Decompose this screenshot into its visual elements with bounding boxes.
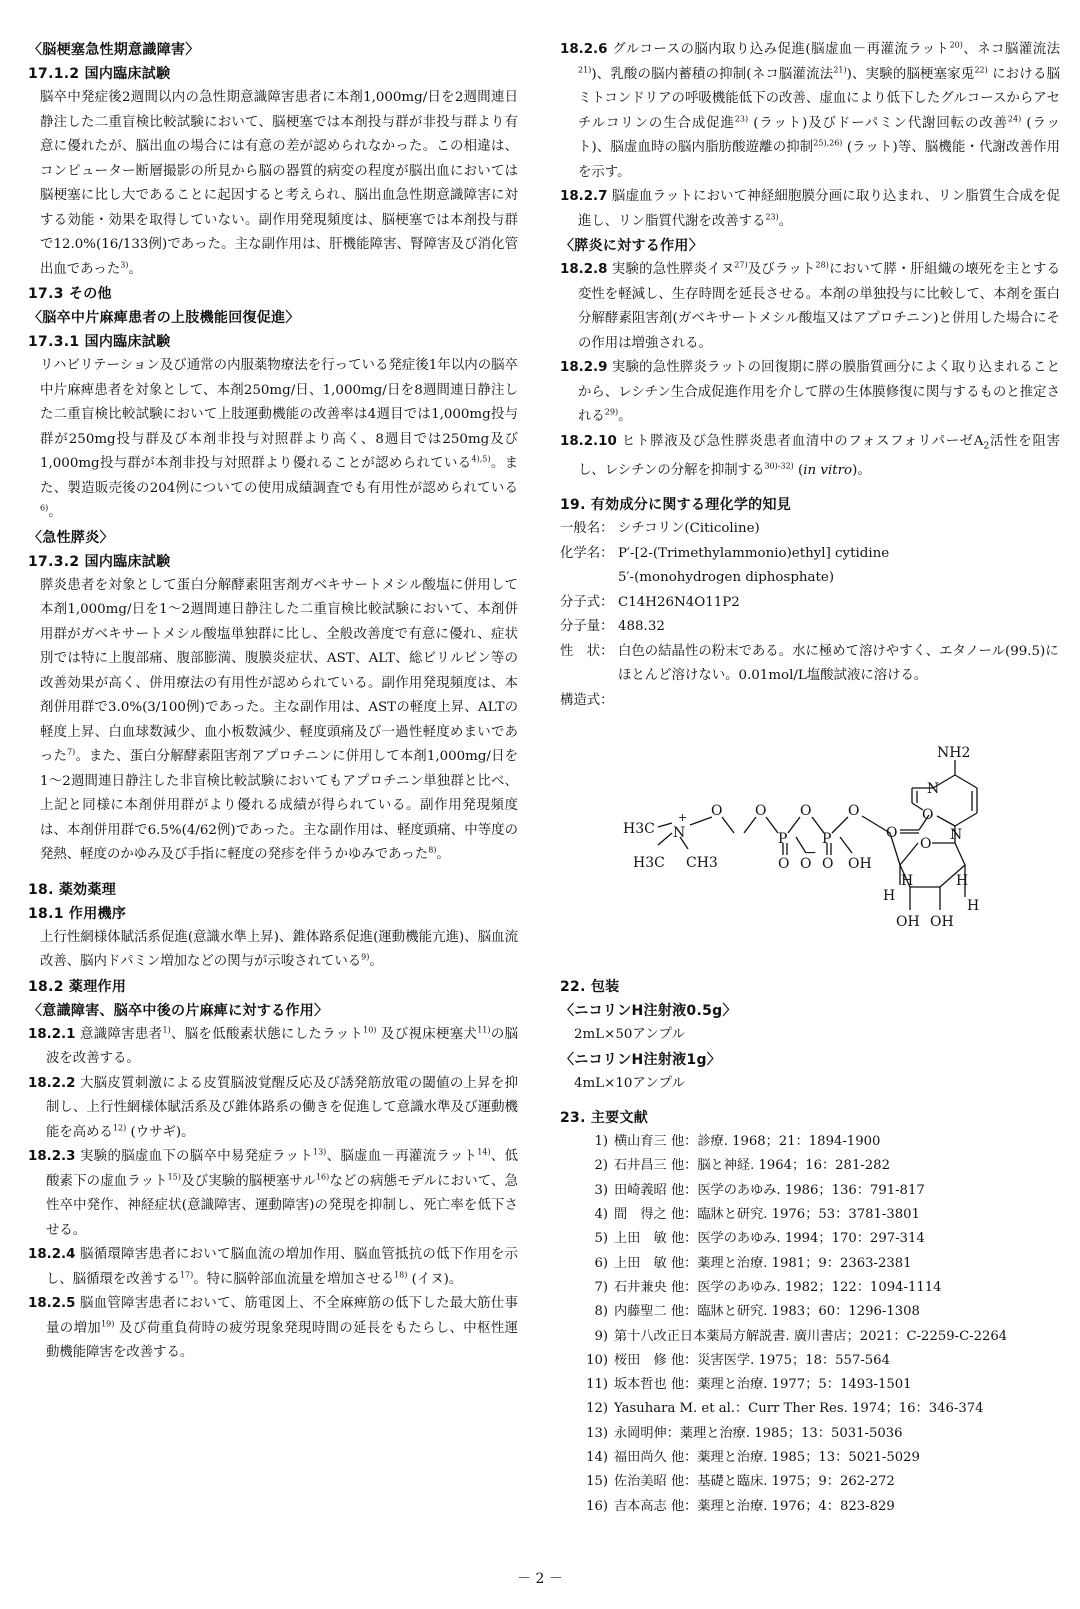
package-bracket-1g: 〈ニコリンH注射液1g〉	[560, 1051, 722, 1068]
n-label-ring: N	[927, 781, 940, 798]
package-0-5g: 2mL×50アンプル	[574, 1027, 685, 1043]
item-18-2-3: 18.2.3 実験的脳虚血下の脳卒中易発症ラット$^{13)}$、脳虚血－再灌流ラット$^{14)}$、低酸素下の虚血ラット$^{15)}$及び実験的脳梗塞サル$^{16)}$などの病態モデルにおいて、急性卒中発作、神経症状(意識障害、運動障害)の発現を抑制し、死亡率を低下させる。	[28, 1147, 519, 1238]
o-label-ester-top: O	[886, 825, 898, 842]
reference-item	[560, 1325, 1060, 1349]
oh-label-3: OH	[848, 856, 872, 873]
reference-item	[560, 1470, 1060, 1494]
item-18-2-4: 18.2.4 脳循環障害患者において脳血流の増加作用、脳血管抵抗の低下作用を示し、脳循環を改善する$^{17)}$。特に脳幹部血流量を増加させる$^{18)}$ (イヌ)。	[28, 1247, 518, 1287]
property-molecular-formula: 分子式： C14H26N4O11P2	[560, 594, 740, 610]
reference-number: 14)	[586, 1450, 608, 1466]
item-18-2-9: 18.2.9 実験的急性膵炎ラットの回復期に膵の膜脂質画分によく取り込まれることから、レシチン生合成促進作用を介して膵の生体膜修復に関与するものと推定される$^{29)}$。	[560, 360, 1060, 424]
item-18-2-7: 18.2.7 脳虚血ラットにおいて神経細胞膜分画に取り込まれ、リン脂質生合成を促進し、リン脂質代謝を改善する$^{23)}$。	[560, 189, 1060, 229]
n-label-glycosidic: N	[950, 827, 963, 844]
section-heading-18: 18. 薬効薬理	[28, 881, 117, 898]
item-18-2-5: 18.2.5 脳血管障害患者において、筋電図上、不全麻痺筋の低下した最大筋仕事量の増加$^{19)}$ 及び荷重負荷時の疲労現象発現時間の延長をもたらし、中枢性運動機能障害を改善する。	[28, 1296, 519, 1360]
section-heading-17-1-2: 17.1.2 国内臨床試験	[28, 66, 171, 82]
reference-text: 永岡明伸：薬理と治療. 1985；13：5031-5036	[614, 1425, 903, 1441]
reference-item	[560, 1154, 1060, 1178]
h3c-label-2: H3C	[633, 855, 665, 872]
reference-text: 内藤聖二 他：臨牀と研究. 1983；60：1296-1308	[614, 1304, 920, 1320]
reference-item	[560, 1179, 1060, 1203]
property-structural-formula: 構造式：	[560, 692, 614, 708]
package-bracket-0-5g: 〈ニコリンH注射液0.5g〉	[560, 1003, 737, 1020]
reference-number: 10)	[586, 1352, 608, 1368]
reference-number: 1)	[594, 1134, 608, 1150]
o-label-2: O	[800, 803, 812, 820]
reference-number: 11)	[586, 1377, 608, 1393]
reference-list	[560, 1130, 1060, 1519]
reference-number: 16)	[586, 1498, 608, 1514]
reference-item	[560, 1130, 1060, 1154]
property-molecular-weight: 分子量： 488.32	[560, 619, 665, 635]
section-heading-17-3-1: 17.3.1 国内臨床試験	[28, 334, 171, 350]
item-18-2-2: 18.2.2 大脳皮質刺激による皮質脳波覚醒反応及び誘発筋放電の閾値の上昇を抑制し、上行性網様体賦活系及び錐体路系の働きを促進して意識水準及び運動機能を高める$^{12)}$ (ウサギ)。	[28, 1075, 518, 1140]
reference-text: 佐治美昭 他：基礎と臨床. 1975；9：262-272	[614, 1474, 895, 1490]
reference-item	[560, 1203, 1060, 1227]
left-column	[28, 38, 518, 1366]
ch3-label: CH3	[686, 855, 718, 872]
oh-label-2: OH	[930, 914, 954, 931]
o-label-3: O	[755, 803, 767, 820]
reference-number: 8)	[594, 1304, 608, 1320]
reference-text: 第十八改正日本薬局方解説書. 廣川書店；2021：C-2259-C-2264	[614, 1328, 1008, 1344]
reference-text: Yasuhara M. et al.：Curr Ther Res. 1974；16：346-374	[614, 1401, 984, 1417]
reference-item	[560, 1373, 1060, 1397]
amine-label: NH2	[937, 745, 971, 762]
reference-item	[560, 1300, 1060, 1324]
section-bracket-cerebral-infarction: 〈脳梗塞急性期意識障害〉	[28, 42, 200, 58]
reference-item	[560, 1349, 1060, 1373]
property-chemical-name: 化学名： P′-[2-(Trimethylammonio)ethyl] cytidine 5′-(monohydrogen diphosphate)	[560, 545, 890, 586]
reference-item	[560, 1422, 1060, 1446]
o-label-5: O	[822, 856, 834, 873]
structural-formula-diagram	[600, 715, 1020, 965]
section-heading-23: 23. 主要文献	[560, 1110, 649, 1127]
reference-text: 田崎義昭 他：医学のあゆみ. 1986；136：791-817	[614, 1182, 925, 1198]
section-heading-18-1: 18.1 作用機序	[28, 905, 127, 922]
reference-number: 9)	[594, 1328, 608, 1344]
h-label-3: H	[967, 898, 980, 915]
h-label-2: H	[901, 873, 914, 890]
reference-text: 上田 敏 他：医学のあゆみ. 1994；170：297-314	[614, 1231, 925, 1247]
section-heading-18-2: 18.2 薬理作用	[28, 978, 127, 995]
o-label-4: O	[711, 803, 723, 820]
reference-number: 12)	[586, 1401, 608, 1417]
reference-item	[560, 1446, 1060, 1470]
p-label-1: P	[822, 831, 832, 848]
o-label-carbonyl: O	[922, 807, 934, 824]
n-label-ammonium: N	[673, 825, 686, 842]
section-bracket-pancreatitis-action: 〈膵炎に対する作用〉	[560, 238, 703, 254]
p-label-2: P	[778, 831, 788, 848]
package-1g: 4mL×10アンプル	[574, 1075, 685, 1091]
section-heading-17-3: 17.3 その他	[28, 286, 112, 302]
property-description: 性 状： 白色の結晶性の粉末である。水に極めて溶けやすく、エタノール(99.5)にほとんど溶けない。0.01mol/L塩酸試液に溶ける。	[560, 643, 1059, 684]
o-label-ring: O	[920, 836, 932, 853]
paragraph-18-1: 上行性網様体賦活系促進(意識水準上昇)、錐体路系促進(運動機能亢進)、脳血流改善、脳内ドパミン増加などの関与が示唆されている$^{9)}$。	[40, 929, 518, 969]
reference-number: 2)	[594, 1158, 608, 1174]
reference-text: 吉本高志 他：薬理と治療. 1976；4：823-829	[614, 1498, 895, 1514]
right-column	[560, 38, 1060, 1519]
reference-item	[560, 1495, 1060, 1519]
reference-number: 13)	[586, 1425, 608, 1441]
paragraph-17-1-2: 脳卒中発症後2週間以内の急性期意識障害患者に本剤1,000mg/日を2週間連日静注した二重盲検比較試験において、脳梗塞では本剤投与群が非投与群より有意に優れたが、脳出血の場合には有意の差が認められなかった。この相違は、コンピューター断層撮影の所見から脳の器質的病変の程度が脳出血においては脳梗塞に比し大であることに起因すると考えられ、脳出血急性期意識障害に対する効能・効果を取得していない。副作用発現頻度は、脳梗塞では本剤投与群で12.0%(16/133例)であった。主な副作用は、肝機能障害、腎障害及び消化管出血であった$^{3)}$。	[40, 90, 518, 277]
reference-text: 横山育三 他：診療. 1968；21：1894-1900	[614, 1134, 881, 1150]
reference-text: 上田 敏 他：薬理と治療. 1981；9：2363-2381	[614, 1255, 912, 1271]
item-18-2-1: 18.2.1 意識障害患者$^{1)}$、脳を低酸素状態にしたラット$^{10)}$ 及び視床梗塞犬$^{11)}$の脳波を改善する。	[28, 1025, 519, 1066]
h3c-label-1: H3C	[623, 821, 655, 838]
o-label-6: O	[778, 856, 790, 873]
reference-number: 3)	[594, 1182, 608, 1198]
reference-text: 間 得之 他：臨牀と研究. 1976；53：3781-3801	[614, 1207, 920, 1223]
oh-label-1: OH	[896, 914, 920, 931]
reference-text: 石井昌三 他：脳と神経. 1964；16：281-282	[614, 1158, 890, 1174]
section-bracket-consciousness: 〈意識障害、脳卒中後の片麻痺に対する作用〉	[28, 1002, 329, 1019]
reference-number: 7)	[594, 1279, 608, 1295]
item-18-2-6: 18.2.6 グルコースの脳内取り込み促進(脳虚血－再灌流ラット$^{20)}$、ネコ脳灌流法$^{21)}$)、乳酸の脳内蓄積の抑制(ネコ脳灌流法$^{21)}$)、実験的脳梗塞家兎$^{22)}$ における脳ミトコンドリアの呼吸機能低下の改善、虚血により低下したグルコースからアセチルコリンの生合成促進$^{23)}$ (ラット)及びドーパミン代謝回転の改善$^{24)}$ (ラット)、脳虚血時の脳内脂肪酸遊離の抑制$^{25),26)}$ (ラット)等、脳機能・代謝改善作用を示す。	[560, 40, 1061, 180]
reference-item	[560, 1227, 1060, 1251]
paragraph-17-3-2: 膵炎患者を対象として蛋白分解酵素阻害剤ガベキサートメシル酸塩に併用して本剤1,000mg/日を1～2週間連日静注した二重盲検比較試験において、本剤併用群がガベキサートメシル酸塩単独群に比し、全般改善度で有意に優れ、症状別では特に上腹部痛、腹部膨満、腹膜炎症状、AST、ALT、総ビリルビン等の改善効果が高く、併用療法の有用性が認められている。副作用発現頻度は、本剤併用群で3.0%(3/100例)であった。主な副作用は、ASTの軽度上昇、ALTの軽度上昇、白血球数減少、血小板数減少、軽度頭痛及び一過性軽度めまいであった$^{7)}$。また、蛋白分解酵素阻害剤アプロチニンに併用して本剤1,000mg/日を1～2週間連日静注した非盲検比較試験においてもアプロチニン単独群と比べ、上記と同様に本剤併用群がより優れる成績が得られている。副作用発現頻度は、本剤併用群で6.5%(4/62例)であった。主な副作用は、軽度頭痛、中等度の発熱、軽度のかゆみ及び手指に軽度の発疹を伴うかゆみであった$^{8)}$。	[40, 577, 519, 862]
plus-charge: +	[678, 811, 688, 825]
section-heading-22: 22. 包装	[560, 979, 620, 996]
reference-item	[560, 1397, 1060, 1421]
reference-item	[560, 1252, 1060, 1276]
h-label-4: H	[883, 888, 896, 905]
reference-number: 6)	[594, 1255, 608, 1271]
section-bracket-hemiplegia: 〈脳卒中片麻痺患者の上肢機能回復促進〉	[28, 310, 300, 326]
item-18-2-8: 18.2.8 実験的急性膵炎イヌ$^{27)}$及びラット$^{28)}$において膵・肝組織の壊死を主とする変性を軽減し、生存時間を延長させる。本剤の単独投与に比較して、本剤を蛋白分解酵素阻害剤(ガベキサートメシル酸塩又はアプロチニン)と併用した場合にその作用は増強される。	[560, 260, 1061, 351]
h-label-1: H	[956, 873, 969, 890]
section-heading-17-3-2: 17.3.2 国内臨床試験	[28, 553, 171, 570]
reference-text: 福田尚久 他：薬理と治療. 1985；13：5021-5029	[614, 1450, 920, 1466]
item-18-2-10: 18.2.10 ヒト膵液及び急性膵炎患者血清中のフォスフォリパーゼ$A_2$活性を阻害し、レシチンの分解を抑制する$^{30)-32)}$ (in vitro)。	[560, 433, 1061, 478]
page-number: － 2 －	[517, 1571, 563, 1587]
section-heading-19: 19. 有効成分に関する理化学的知見	[560, 497, 792, 514]
reference-number: 4)	[594, 1207, 608, 1223]
property-generic-name: 一般名： シチコリン(Citicoline)	[560, 521, 760, 537]
reference-text: 坂本哲也 他：薬理と治療. 1977；5：1493-1501	[614, 1377, 912, 1393]
reference-number: 5)	[594, 1231, 608, 1247]
section-bracket-pancreatitis: 〈急性膵炎〉	[28, 529, 114, 546]
reference-text: 桜田 修 他：災害医学. 1975；18：557-564	[614, 1352, 890, 1368]
o-label-7: O	[800, 856, 812, 873]
reference-text: 石井兼央 他：医学のあゆみ. 1982；122：1094-1114	[614, 1279, 942, 1295]
o-label-1: O	[848, 803, 860, 820]
reference-item	[560, 1276, 1060, 1300]
minus-charge: −	[805, 845, 817, 862]
reference-number: 15)	[586, 1474, 608, 1490]
paragraph-17-3-1: リハビリテーション及び通常の内服薬物療法を行っている発症後1年以内の脳卒中片麻痺患者を対象として、本剤250mg/日、1,000mg/日を8週間連日静注した二重盲検比較試験において上肢運動機能の改善率は4週目では1,000mg投与群が250mg投与群及び本剤非投与対照群より高く、8週目では250mg及び1,000mg投与群が本剤非投与対照群より優れることが認められている$^{4),5)}$。また、製造販売後の204例についての使用成績調査でも有用性が認められている$^{6)}$。	[40, 358, 519, 520]
